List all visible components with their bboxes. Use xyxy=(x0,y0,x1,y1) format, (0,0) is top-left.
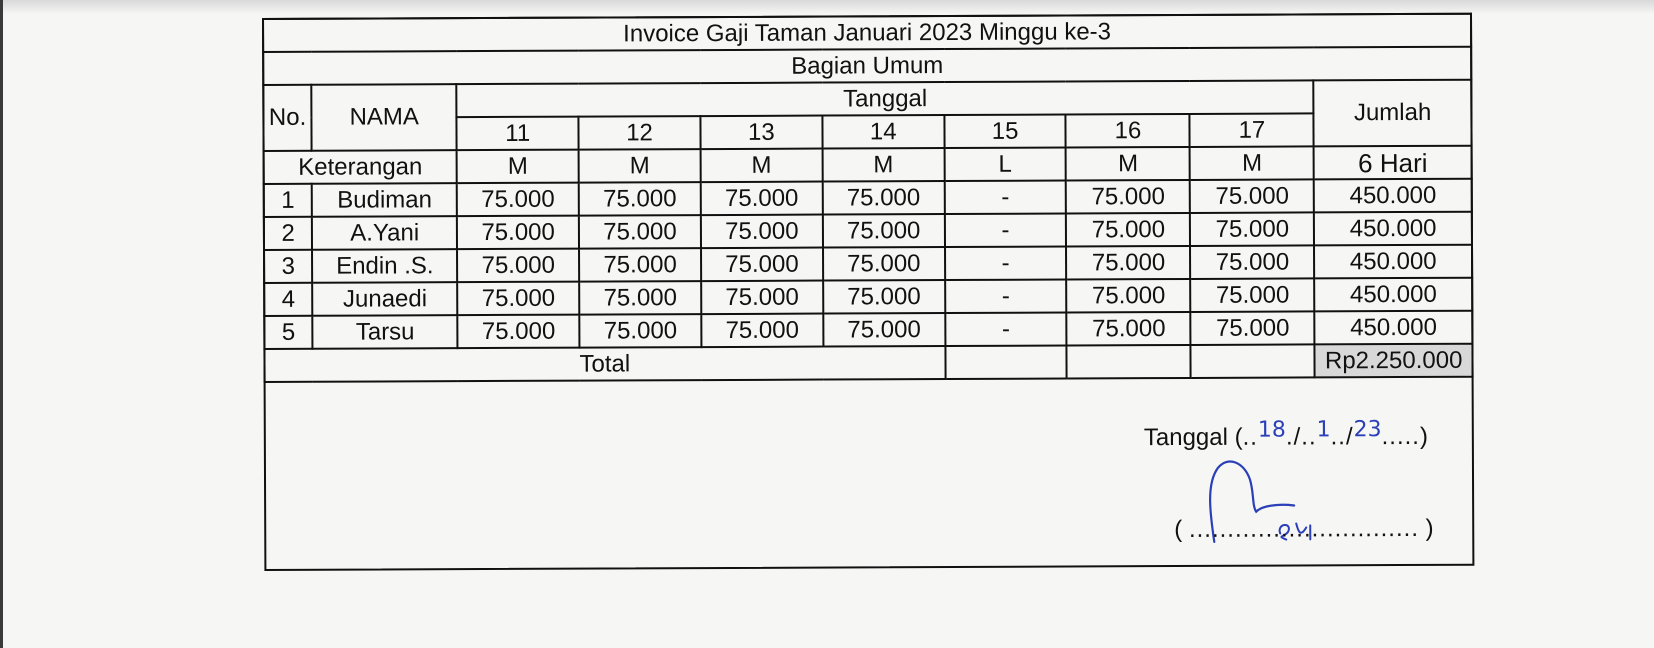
signature-date: Tanggal (..18./..1../23.....) xyxy=(1143,417,1429,452)
date-13: 13 xyxy=(700,116,822,150)
wage-cell: 75.000 xyxy=(579,215,701,249)
wage-cell: 75.000 xyxy=(579,248,701,282)
name-open: ( xyxy=(1174,515,1183,544)
employee-name: Junaedi xyxy=(312,282,457,316)
handwritten-month: 1 xyxy=(1316,417,1331,443)
signature-block xyxy=(1143,417,1465,564)
total-empty-cell xyxy=(1191,344,1315,378)
table-row xyxy=(264,179,1472,217)
keterangan-cell: M xyxy=(457,150,579,184)
signature-name-line: ( .............................. ) xyxy=(1174,514,1434,544)
date-12: 12 xyxy=(579,116,701,150)
name-close: ) xyxy=(1425,514,1434,542)
wage-cell: 75.000 xyxy=(823,214,945,248)
row-total: 450.000 xyxy=(1315,278,1473,312)
keterangan-cell: M xyxy=(579,149,701,183)
employee-name: Tarsu xyxy=(313,315,458,349)
wage-cell: - xyxy=(945,312,1067,346)
row-total: 450.000 xyxy=(1314,212,1472,246)
wage-cell: 75.000 xyxy=(1066,213,1190,247)
header-no: No. xyxy=(263,85,312,151)
employee-name: Endin .S. xyxy=(312,249,457,283)
wage-cell: 75.000 xyxy=(579,281,701,315)
wage-cell: 75.000 xyxy=(457,282,579,316)
wage-cell: - xyxy=(945,279,1067,313)
table-row xyxy=(264,245,1472,283)
wage-cell: 75.000 xyxy=(823,280,945,314)
wage-cell: 75.000 xyxy=(1190,179,1314,213)
date-label: Tanggal ( xyxy=(1143,423,1243,452)
wage-cell: 75.000 xyxy=(457,183,579,217)
wage-cell: 75.000 xyxy=(823,247,945,281)
date-15: 15 xyxy=(944,114,1066,148)
wage-cell: 75.000 xyxy=(701,215,823,249)
wage-cell: 75.000 xyxy=(458,315,580,349)
total-empty-cell xyxy=(1067,345,1191,379)
scan-edge xyxy=(0,0,3,648)
date-11: 11 xyxy=(457,117,579,151)
table-row xyxy=(264,278,1472,316)
date-17: 17 xyxy=(1190,113,1314,147)
wage-cell: - xyxy=(944,180,1066,214)
row-total: 450.000 xyxy=(1314,179,1472,213)
wage-cell: 75.000 xyxy=(1191,311,1315,345)
date-16: 16 xyxy=(1066,114,1190,148)
wage-cell: 75.000 xyxy=(823,313,945,347)
table-row xyxy=(264,311,1472,349)
grand-total: Rp2.250.000 xyxy=(1315,344,1473,378)
wage-cell: 75.000 xyxy=(1066,246,1190,280)
wage-cell: 75.000 xyxy=(1066,180,1190,214)
handwritten-day: 18 xyxy=(1257,417,1286,443)
row-total: 450.000 xyxy=(1314,245,1472,279)
header-name: NAMA xyxy=(312,84,457,151)
total-empty-cell xyxy=(945,345,1067,379)
header-jumlah: Jumlah xyxy=(1314,80,1472,147)
table-row xyxy=(264,212,1472,250)
row-number: 5 xyxy=(264,316,312,349)
invoice-title: Invoice Gaji Taman Januari 2023 Minggu ke-3 xyxy=(263,14,1471,52)
section-title: Bagian Umum xyxy=(263,47,1471,85)
wage-cell: 75.000 xyxy=(1067,279,1191,313)
handwritten-year: 23 xyxy=(1353,417,1382,443)
row-number: 3 xyxy=(264,250,312,283)
wage-cell: 75.000 xyxy=(1067,312,1191,346)
keterangan-cell: M xyxy=(1190,146,1314,180)
keterangan-cell: M xyxy=(822,148,944,182)
wage-cell: 75.000 xyxy=(701,281,823,315)
keterangan-jumlah: 6 Hari xyxy=(1314,146,1472,180)
wage-cell: - xyxy=(945,246,1067,280)
scan-shadow xyxy=(0,0,1654,14)
wage-cell: 75.000 xyxy=(1190,212,1314,246)
wage-cell: 75.000 xyxy=(701,248,823,282)
keterangan-cell: M xyxy=(701,149,823,183)
total-label: Total xyxy=(264,346,945,382)
wage-cell: 75.000 xyxy=(701,182,823,216)
employee-name: A.Yani xyxy=(312,216,457,250)
keterangan-cell: M xyxy=(1066,147,1190,181)
row-number: 4 xyxy=(264,283,312,316)
wage-cell: 75.000 xyxy=(579,182,701,216)
row-number: 1 xyxy=(264,184,312,217)
date-close: ) xyxy=(1419,422,1429,450)
wage-cell: 75.000 xyxy=(701,314,823,348)
wage-cell: 75.000 xyxy=(457,249,579,283)
keterangan-label: Keterangan xyxy=(264,150,457,184)
wage-cell: 75.000 xyxy=(823,181,945,215)
invoice-document xyxy=(262,13,1476,573)
row-total: 450.000 xyxy=(1315,311,1473,345)
wage-cell: - xyxy=(945,213,1067,247)
header-tanggal: Tanggal xyxy=(457,80,1314,117)
keterangan-cell: L xyxy=(944,147,1066,181)
wage-cell: 75.000 xyxy=(1190,245,1314,279)
wage-cell: 75.000 xyxy=(579,314,701,348)
employee-name: Budiman xyxy=(312,183,457,217)
invoice-table xyxy=(262,13,1474,383)
wage-cell: 75.000 xyxy=(1191,278,1315,312)
row-number: 2 xyxy=(264,217,312,250)
wage-cell: 75.000 xyxy=(457,216,579,250)
date-14: 14 xyxy=(822,115,944,149)
